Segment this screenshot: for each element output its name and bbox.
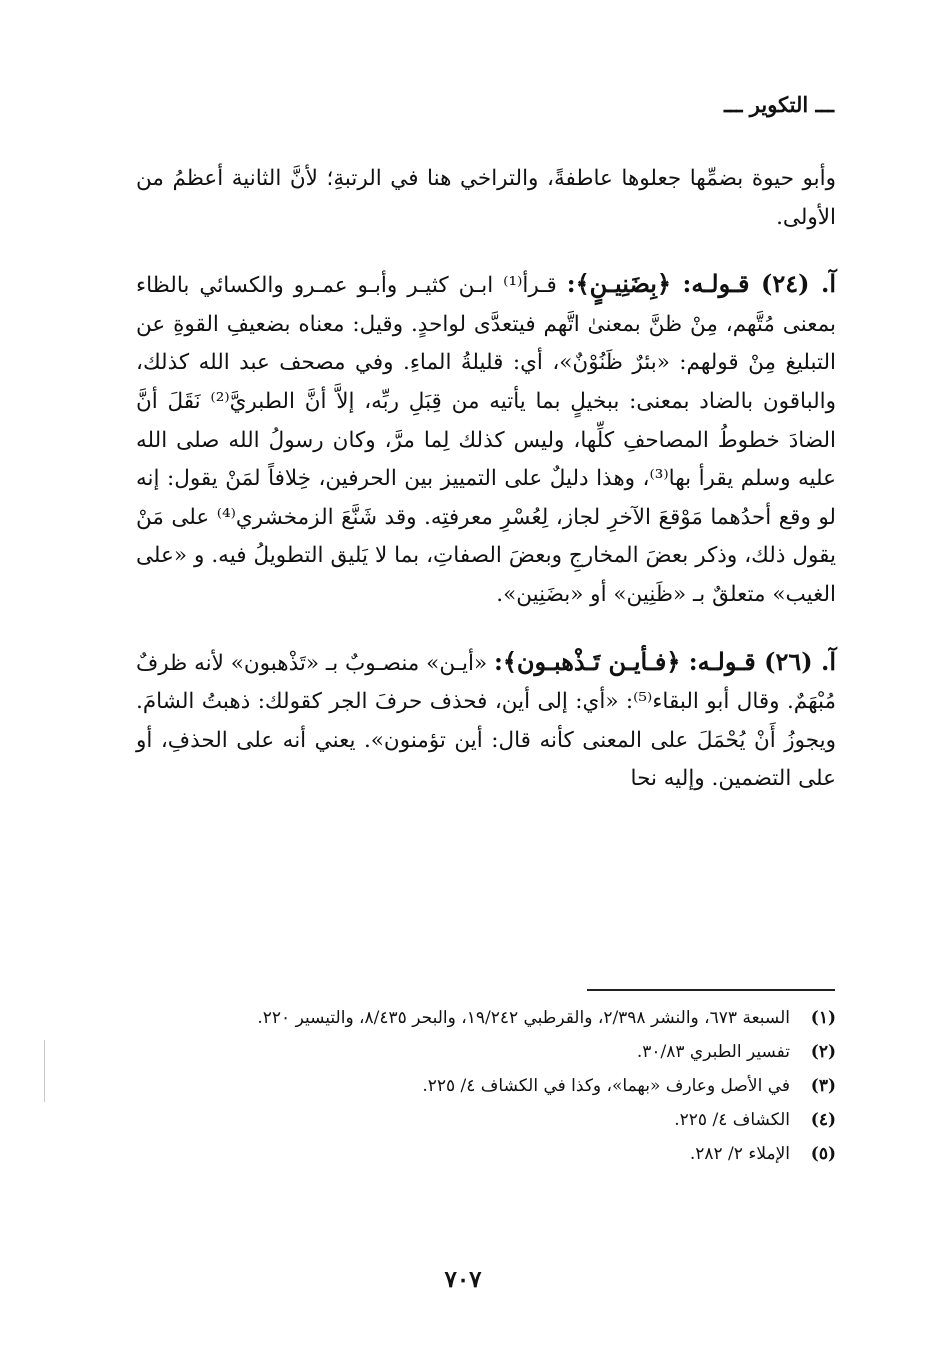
footnote-text: في الأصل وعارف «بهما»، وكذا في الكشاف ٤/ ٢٢٥. bbox=[422, 1076, 790, 1096]
footnote-item bbox=[136, 1037, 836, 1067]
main-text bbox=[136, 160, 836, 799]
paragraph-2 bbox=[136, 265, 836, 614]
footnote-number: (١) bbox=[810, 1008, 836, 1028]
page-number: ٧٠٧ bbox=[444, 1266, 482, 1293]
footnote-separator bbox=[587, 989, 835, 991]
paragraph-1 bbox=[136, 160, 836, 237]
footnote-text: تفسير الطبري ٣٠/٨٣. bbox=[636, 1042, 790, 1062]
paragraph-text: وأبو حيوة بضمِّها جعلوها عاطفةً، والتراخي هنا في الرتبةِ؛ لأنَّ الثانية أعظمُ من الأولى. bbox=[136, 166, 836, 230]
footnote-item bbox=[136, 1105, 836, 1135]
paragraph-text: قـرأ⁽¹⁾ ابـن كثيـر وأبـو عمـرو والكسائي بالظاء بمعنى مُتَّهم، مِنْ ظنَّ بمعنىٰ اتَّهم فيتعدَّى لواحدٍ. وقيل: معناه بضعيفِ القوةِ عن التبليغ مِنْ قولهم: «بئرٌ ظَنُوْنٌ»، أي: قليلةُ الماءِ. وفي مصحف عبد الله كذلك، والباقون بالضاد بمعنى: ببخيلٍ بما يأتيه من قِبَلِ ربِّه، إلاَّ أنَّ الطبريَّ⁽²⁾ نَقَلَ أنَّ الضادَ خطوطُ المصاحفِ كلِّها، وليس كذلك لِما مرَّ، وكان رسولُ الله صلى الله عليه وسلم يقرأ بها⁽³⁾، وهذا دليلٌ على التمييز بين الحرفين، خِلافاً لمَنْ يقول: إنه لو وقع أحدُهما مَوْقعَ الآخرِ لجاز، لِعُسْرِ معرفتِه. وقد شَنَّعَ الزمخشري⁽⁴⁾ على مَنْ يقول ذلك، وذكر بعضَ المخارجِ وبعضَ الصفاتِ، بما لا يَليق التطويلُ فيه. و «على الغيب» متعلقٌ بـ «ظَنِين» أو «بضَنِين». bbox=[136, 273, 837, 607]
footnote-text: الإملاء ٢/ ٢٨٢. bbox=[689, 1144, 790, 1164]
footnote-text: الكشاف ٤/ ٢٢٥. bbox=[674, 1110, 790, 1130]
paragraph-3 bbox=[136, 643, 836, 799]
footnote-number: (٢) bbox=[810, 1042, 836, 1062]
verse-reference: آ. (٢٤) قـولـه: ﴿بِضَنِيـنٍ﴾: bbox=[566, 269, 836, 299]
scan-margin-mark bbox=[44, 1040, 45, 1102]
footnote-text: السبعة ٦٧٣، والنشر ٢/٣٩٨، والقرطبي ١٩/٢٤٢، والبحر ٨/٤٣٥، والتيسير ٢٢٠. bbox=[257, 1008, 790, 1028]
footnotes bbox=[136, 1003, 836, 1173]
paragraph-text: «أيـن» منصـوبٌ بـ «تَذْهبون» لأنه ظرفٌ مُبْهَمٌ. وقال أبو البقاء⁽⁵⁾: «أي: إلى أين، فحذف حرفَ الجر كقولك: ذهبتُ الشامَ. ويجوزُ أَنْ يُحْمَلَ على المعنى كأنه قال: أين تؤمنون». يعني أنه على الحذفِ، أو على التضمين. وإليه نحا bbox=[136, 650, 836, 792]
footnote-item bbox=[136, 1071, 836, 1101]
footnote-item bbox=[136, 1139, 836, 1169]
footnote-number: (٥) bbox=[810, 1144, 836, 1164]
verse-reference: آ. (٢٦) قـولـه: ﴿فـأيـن تَـذْهبـون﴾: bbox=[493, 646, 837, 676]
running-title: ـــ التكوير ـــ bbox=[724, 92, 834, 117]
footnote-number: (٤) bbox=[810, 1110, 836, 1130]
footnote-number: (٣) bbox=[810, 1076, 836, 1096]
footnote-item bbox=[136, 1003, 836, 1033]
